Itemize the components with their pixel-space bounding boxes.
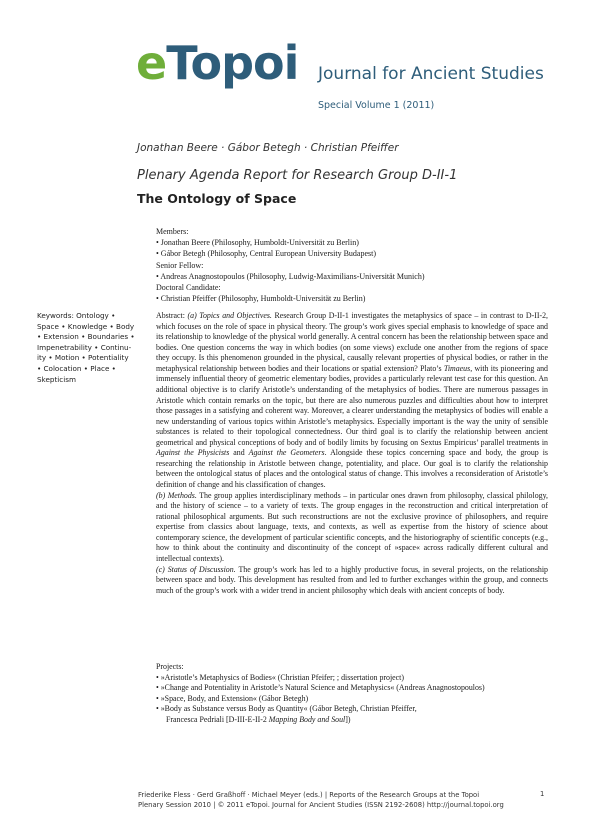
- members-heading: Members:: [156, 227, 189, 236]
- footer-line: Plenary Session 2010 | © 2011 eTopoi. Journal for Ancient Studies (ISSN 2192-2608) http://journal.topoi.org: [138, 801, 504, 809]
- doctoral-candidate-item: • Christian Pfeiffer (Philosophy, Humboldt-Universität zu Berlin): [156, 294, 366, 304]
- members-block: [156, 226, 536, 304]
- doctoral-candidate-heading: Doctoral Candidate:: [156, 283, 221, 293]
- senior-fellow-heading: Senior Fellow:: [156, 260, 204, 270]
- project-item: • »Aristotle’s Metaphysics of Bodies« (Christian Pfeifer; ; dissertation project): [156, 672, 404, 682]
- page-footer: [138, 790, 504, 810]
- project-item: • »Body as Substance versus Body as Quantity« (Gábor Betegh, Christian Pfeiffer,: [156, 704, 417, 714]
- journal-title: Journal for Ancient Studies: [318, 64, 544, 84]
- keywords-line: • Extension • Boundaries •: [37, 332, 135, 342]
- project-item: • »Change and Potentiality in Aristotle’s Natural Science and Metaphysics« (Andreas Anagnostopoulos): [156, 683, 485, 693]
- report-subtitle: The Ontology of Space: [137, 191, 297, 206]
- report-title: Plenary Agenda Report for Research Group D-II-1: [137, 168, 458, 183]
- page-number: 1: [540, 790, 545, 798]
- abstract-status-paragraph: (c) Status of Discussion. The group’s work has led to a highly productive focus, in several projects, on the relationship between space and body. This development has resulted from and led to further exchanges within the group, and connects much of the group’s work with a wider trend in ancient philosophy which deals with ancient concepts of body.: [156, 564, 548, 595]
- keywords-line: Keywords: Ontology •: [37, 311, 116, 320]
- projects-block: [156, 662, 548, 726]
- abstract-topics-paragraph: Abstract: (a) Topics and Objectives. Research Group D-II-1 investigates the metaphysics of space – in contrast to D-II-2, which focuses on the role of space in physical theory. The group’s work gives special emphasis to knowledge of space and its relationship to knowledge of the physical world generally. A central concern has been the relationship between space and bodies. One question concerns the way in which bodies (on some views) exclude one another from the regions of space they occupy. Is this phenomenon grounded in the physical, causally relevant properties of physical bodies, or rather in the metaphysical relationship between bodies and their locations or spatial extension? Plato’s Timaeus, with its pioneering and immensely influential theory of geometric elementary bodies, provides a particularly relevant test case for this question. An additional objective is to clarify Aristotle’s understanding of the metaphysics of bodies. There are numerous passages in Aristotle which contain remarks on the topic, but there are also numerous puzzles and difficulties about how to interpret those passages in a satisfying and coherent way. Moreover, a clearer understanding the metaphysics of bodies will enable a new understanding of various topics within Aristotle’s metaphysics. Especially important is the way the unity of sensible substances is related to their topological connectedness. Our third goal is to clarify the relationship between ancient geometrical and physical conceptions of body and of bodily limits by focusing on Sextus Empiricus’ parallel treatments in Against the Physicists and Against the Geometers. Alongside these topics concerning space and body, the group is researching the relationship in Aristotle between change, potentiality, and place. Our goal is to clarify the relationship between the ontological status of places and the ontological status of change. This involves a reconsideration of Aristotle’s definition of change and his classification of changes.: [156, 311, 548, 489]
- abstract-methods-paragraph: (b) Methods. The group applies interdisciplinary methods – in particular ones drawn from philosophy, classical philology, and the history of science – to a variety of texts. The group engages in the reconstruction and critical interpretation of rational philosophical arguments. But such reconstructions are not the exclusive province of philosophers, and require expertise from classics about language, texts, and contexts, as well as expertise from the history of science about contemporary science, the development of particular scientific concepts, and the historiography of scientific concepts (e.g., how to think about the continuity and discontinuity of the concept of »space« across radically different cultural and intellectual contexts).: [156, 490, 548, 563]
- keywords-line: ity • Motion • Potentiality: [37, 353, 129, 363]
- keywords-line: • Colocation • Place •: [37, 363, 116, 373]
- projects-heading: Projects:: [156, 662, 184, 671]
- keywords-sidebar: [37, 311, 143, 385]
- member-item: • Gábor Betegh (Philosophy, Central European University Budapest): [156, 249, 377, 259]
- footer-line: Friederike Fless · Gerd Graßhoff · Michael Meyer (eds.) | Reports of the Research Groups at the Topoi: [138, 791, 480, 799]
- keywords-line: Skepticism: [37, 374, 76, 384]
- abstract-body: [156, 311, 548, 596]
- senior-fellow-item: • Andreas Anagnostopoulos (Philosophy, Ludwig-Maximilians-Universität Munich): [156, 271, 425, 281]
- etopoi-logo: eTopoi: [136, 36, 299, 90]
- project-item: • »Space, Body, and Extension« (Gábor Betegh): [156, 693, 309, 703]
- keywords-line: Space • Knowledge • Body: [37, 321, 135, 331]
- project-item-continuation: Francesca Pedriali [D-III-E-II-2 Mapping Body and Soul]): [166, 714, 351, 724]
- authors-line: Jonathan Beere · Gábor Betegh · Christian Pfeiffer: [137, 142, 399, 154]
- special-volume: Special Volume 1 (2011): [318, 100, 435, 111]
- member-item: • Jonathan Beere (Philosophy, Humboldt-Universität zu Berlin): [156, 238, 359, 248]
- keywords-line: Impenetrability • Continu-: [37, 342, 132, 352]
